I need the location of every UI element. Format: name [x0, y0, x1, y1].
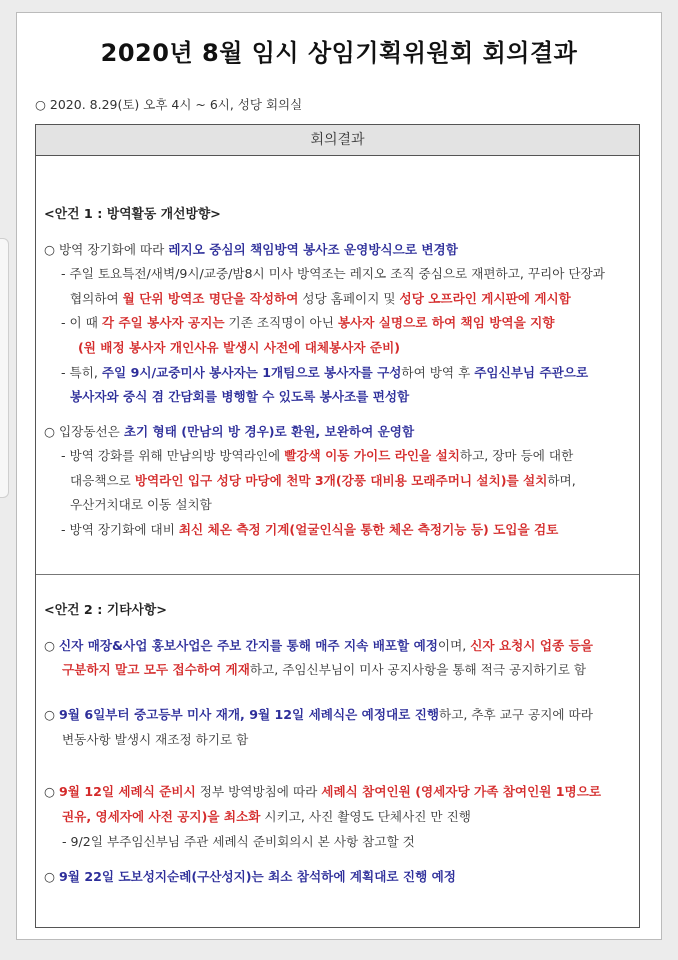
text-segment: 시키고, 사진 촬영도 단체사진 만 진행 — [260, 809, 471, 824]
text-segment: 9월 22일 도보성지순례(구산성지)는 최소 참석하에 계획대로 진행 예정 — [59, 869, 456, 884]
text-segment: ○ 입장동선은 — [44, 424, 124, 439]
agenda-1-line — [70, 386, 409, 405]
text-segment: 봉사자 실명으로 하여 책임 방역을 지향 — [337, 315, 555, 330]
agenda-2-heading: <안건 2 : 기타사항> — [44, 603, 168, 618]
text-segment: 레지오 중심의 책임방역 봉사조 운영방식으로 변경함 — [168, 242, 458, 257]
agenda-1-line — [44, 421, 414, 440]
agenda-2-line — [62, 831, 415, 850]
text-segment: ○ 방역 장기화에 따라 — [44, 242, 169, 257]
text-segment: 구분하지 말고 모두 접수하여 게재 — [62, 662, 250, 677]
text-segment: 세례식 참여인원 (영세자당 가족 참여인원 1명으로 — [321, 784, 602, 799]
text-segment: (원 배정 봉사자 개인사유 발생시 사전에 대체봉사자 준비) — [78, 340, 401, 355]
text-segment: 주일 9시/교중미사 봉사자는 1개팀으로 봉사자를 구성 — [101, 365, 402, 380]
text-segment: 기존 조직명이 아닌 — [224, 315, 338, 330]
text-segment: 변동사항 발생시 재조정 하기로 함 — [62, 732, 249, 747]
text-segment: 대응책으로 — [70, 473, 135, 488]
agenda-1-line — [70, 470, 576, 489]
text-segment: 권유, 영세자에 사전 공지)을 최소화 — [62, 809, 261, 824]
agenda-1-line — [61, 445, 573, 464]
text-segment: 성당 오프라인 게시판에 게시함 — [399, 291, 571, 306]
agenda-2-line — [44, 704, 593, 723]
text-segment: - 주일 토요특전/새벽/9시/교중/밤8시 미사 방역조는 레지오 조직 중심으로 재편하고, 꾸리아 단장과 — [61, 266, 605, 281]
agenda-1-line — [61, 519, 558, 538]
agenda-2-line — [62, 729, 248, 748]
agenda-2-line — [62, 806, 471, 825]
text-segment: ○ — [44, 869, 59, 884]
agenda-2-section — [36, 575, 639, 927]
agenda-1-line — [70, 494, 212, 513]
agenda-1-line — [70, 288, 571, 307]
text-segment: 신자 요청시 업종 등을 — [470, 638, 593, 653]
agenda-1-line — [61, 362, 588, 381]
text-segment: 이며, — [437, 638, 471, 653]
text-segment: - 이 때 — [61, 315, 102, 330]
text-segment: 하여 방역 후 — [401, 365, 475, 380]
text-segment: 하고, 장마 등에 대한 — [459, 448, 574, 463]
text-segment: - 방역 강화를 위해 만남의방 방역라인에 — [61, 448, 285, 463]
agenda-1-line — [61, 312, 554, 331]
text-segment: - 9/2일 부주임신부님 주관 세례식 준비회의시 본 사항 참고할 것 — [62, 834, 415, 849]
agenda-1-section — [36, 156, 639, 575]
text-segment: 주임신부님 주관으로 — [474, 365, 589, 380]
agenda-1-heading: <안건 1 : 방역활동 개선방향> — [44, 207, 221, 222]
text-segment: 우산거치대로 이동 설치함 — [70, 497, 212, 512]
text-segment: 각 주일 봉사자 공지는 — [101, 315, 225, 330]
meeting-datetime: ○ 2020. 8.29(토) 오후 4시 ~ 6시, 성당 회의실 — [35, 97, 303, 112]
text-segment: 빨강색 이동 가이드 라인을 설치 — [284, 448, 460, 463]
text-segment: 신자 매장&사업 홍보사업은 주보 간지를 통해 매주 지속 배포할 예정 — [59, 638, 438, 653]
text-segment: - 특히, — [61, 365, 102, 380]
text-segment: 협의하여 — [70, 291, 123, 306]
text-segment: 하고, 주임신부님이 미사 공지사항을 통해 적극 공지하기로 함 — [249, 662, 587, 677]
text-segment: 초기 형태 (만남의 방 경우)로 환원, 보완하여 운영함 — [123, 424, 415, 439]
text-segment: 정부 방역방침에 따라 — [195, 784, 322, 799]
text-segment: 9월 12일 세례식 준비시 — [59, 784, 196, 799]
text-segment: 9월 6일부터 중고등부 미사 재개, 9월 12일 세례식은 예정대로 진행 — [59, 707, 440, 722]
agenda-2-line — [62, 659, 586, 678]
results-box — [35, 124, 640, 928]
text-segment: 하며, — [547, 473, 576, 488]
text-segment: ○ — [44, 784, 59, 799]
text-segment: 방역라인 입구 성당 마당에 천막 3개(강풍 대비용 모래주머니 설치)를 설치 — [134, 473, 548, 488]
text-segment: ○ — [44, 638, 59, 653]
text-segment: - 방역 장기화에 대비 — [61, 522, 179, 537]
text-segment: 성당 홈페이지 및 — [298, 291, 400, 306]
agenda-2-line — [44, 866, 456, 885]
text-segment: 최신 체온 측정 기계(얼굴인식을 통한 체온 측정기능 등) 도입을 검토 — [178, 522, 559, 537]
agenda-2-line — [44, 781, 601, 800]
page-title: 2020년 8월 임시 상임기획위원회 회의결과 — [100, 39, 578, 67]
agenda-1-line — [61, 263, 605, 282]
agenda-2-line — [44, 635, 593, 654]
agenda-1-line — [44, 239, 458, 258]
agenda-1-line — [78, 337, 400, 356]
text-segment: 월 단위 방역조 명단을 작성하여 — [122, 291, 299, 306]
text-segment: ○ — [44, 707, 59, 722]
document-page — [16, 12, 662, 940]
text-segment: 봉사자와 중식 겸 간담회를 병행할 수 있도록 봉사조를 편성함 — [70, 389, 410, 404]
text-segment: 하고, 추후 교구 공지에 따라 — [439, 707, 593, 722]
results-header: 회의결과 — [36, 125, 639, 156]
page-edge-tab — [0, 238, 9, 498]
